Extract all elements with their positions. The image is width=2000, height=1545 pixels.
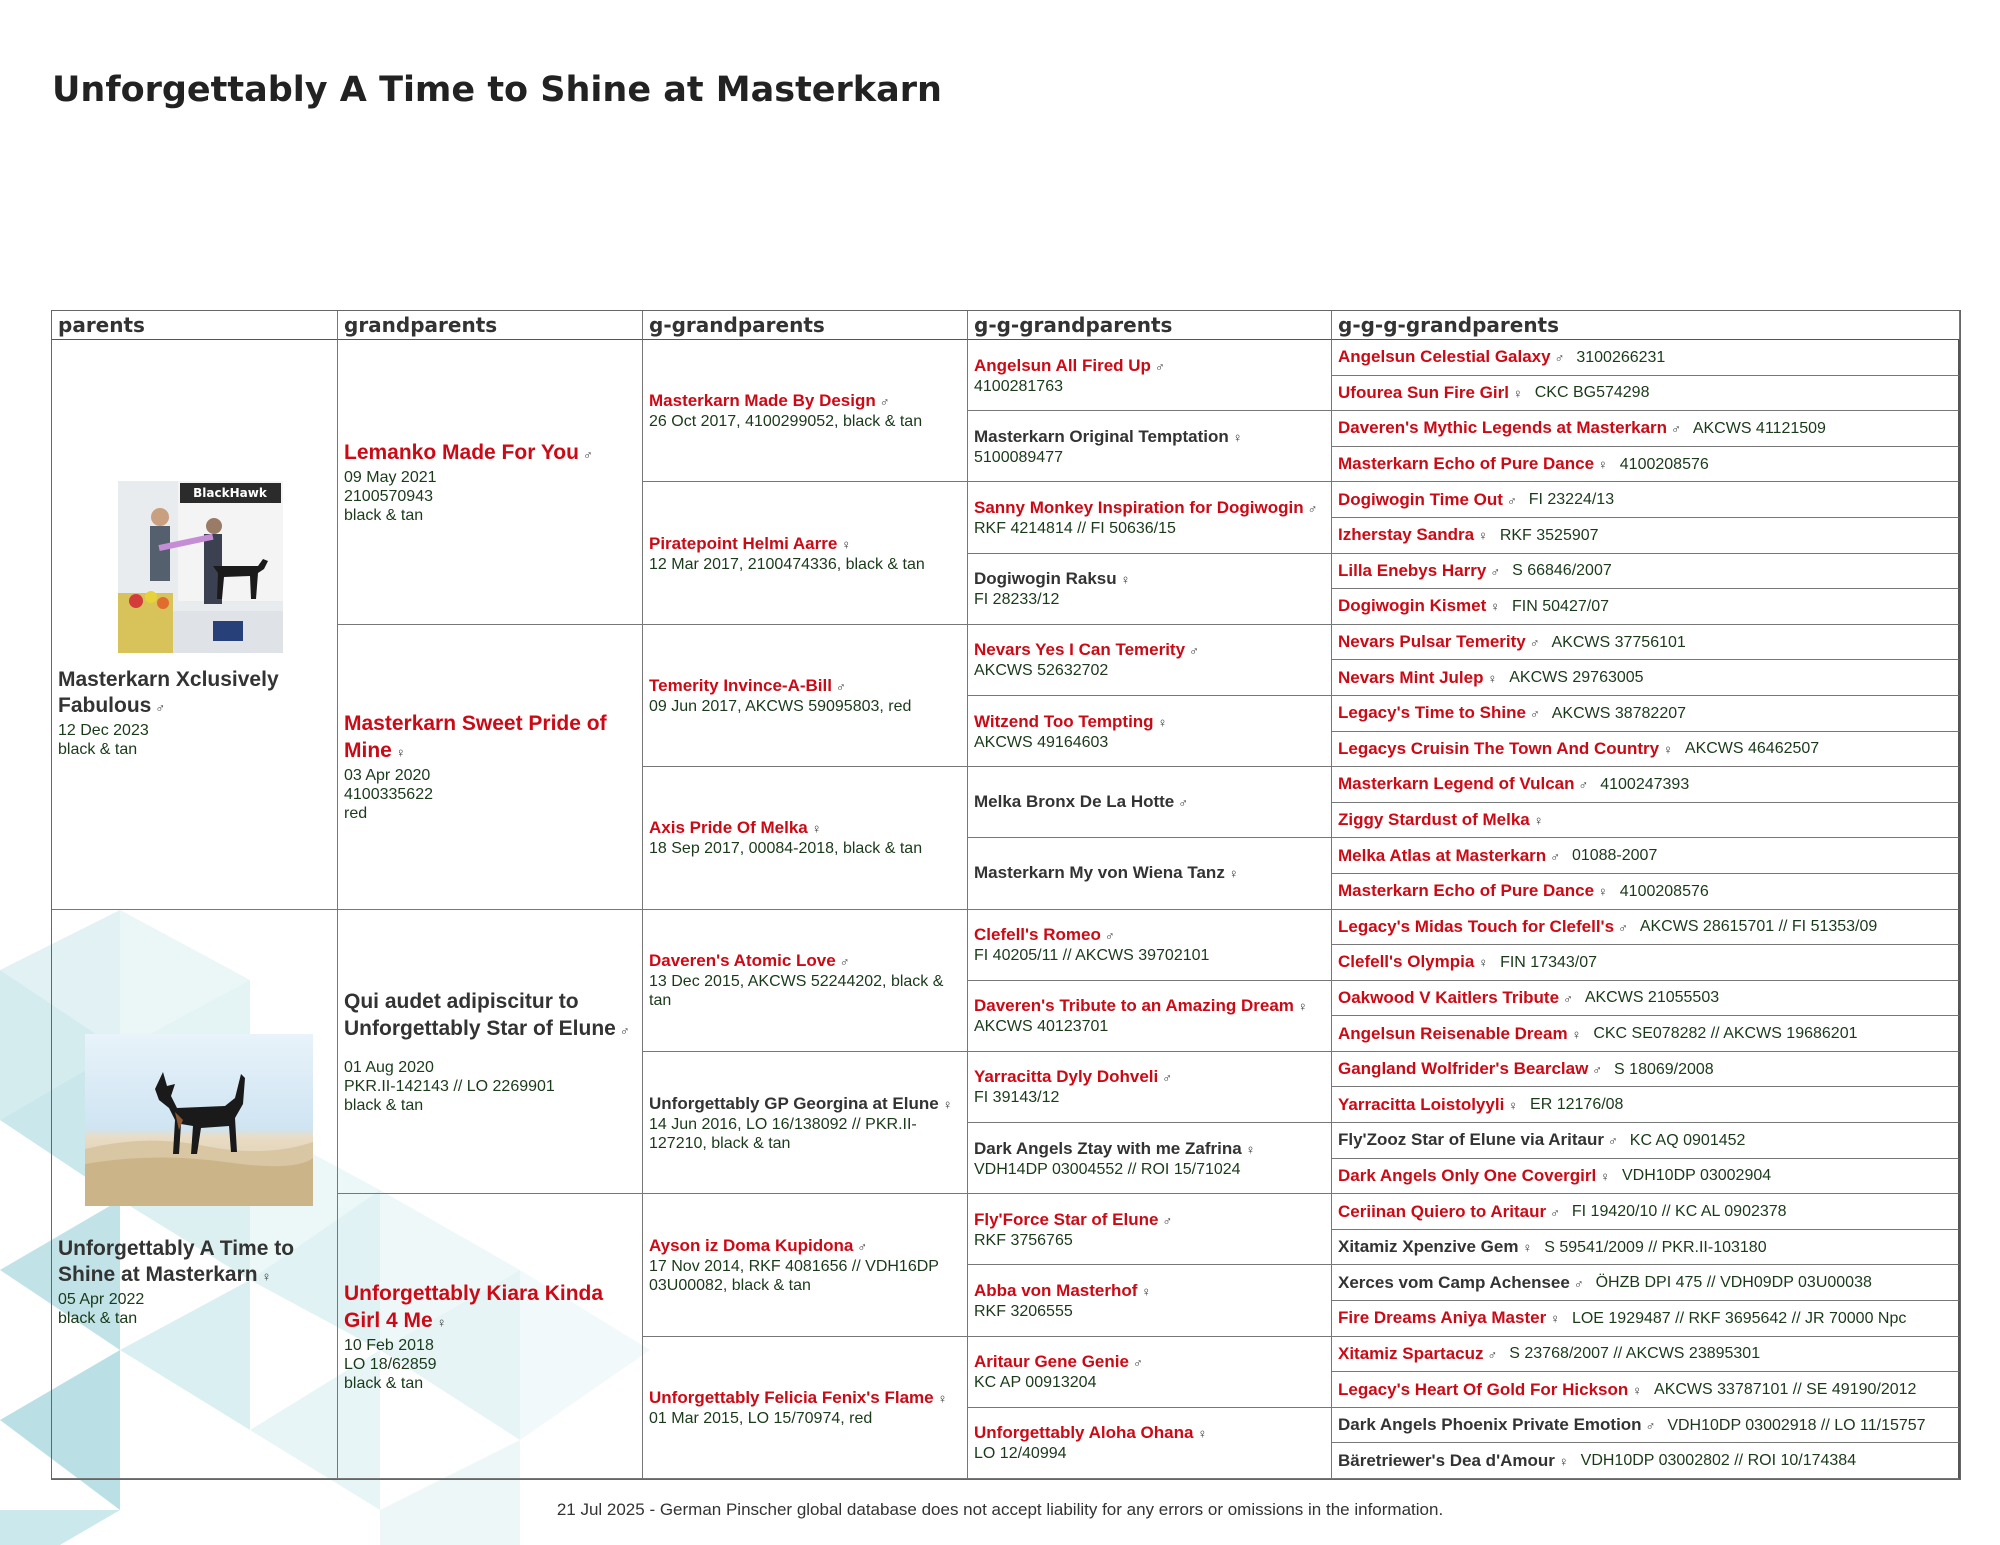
header-parents: parents: [52, 311, 338, 340]
g-grandparent-name[interactable]: Piratepoint Helmi Aarre ♀: [649, 533, 852, 553]
gg-grandparent-name[interactable]: Daveren's Tribute to an Amazing Dream ♀: [974, 996, 1308, 1016]
ggg-grandparent-row: [1332, 1123, 1960, 1159]
gg-grandparent-name[interactable]: Dogiwogin Raksu ♀: [974, 569, 1131, 589]
g-grandparent-cell: [643, 625, 968, 767]
gg-grandparent-cell: [968, 1408, 1332, 1479]
ggg-grandparent-row: [1332, 874, 1960, 910]
ggg-grandparent-reg: S 59541/2009 // PKR.II-103180: [1544, 1238, 1767, 1256]
g-grandparent-name[interactable]: Masterkarn Made By Design ♂: [649, 391, 890, 411]
gg-grandparent-name[interactable]: Masterkarn My von Wiena Tanz ♀: [974, 863, 1239, 883]
gg-grandparent-name[interactable]: Masterkarn Original Temptation ♀: [974, 426, 1243, 446]
gg-grandparent-name[interactable]: Witzend Too Tempting ♀: [974, 711, 1168, 731]
ggg-grandparent-reg: 4100247393: [1600, 775, 1690, 793]
ggg-grandparent-row: [1332, 696, 1960, 732]
g-grandparent-cell: [643, 1194, 968, 1336]
g-grandparent-details: 01 Mar 2015, LO 15/70974, red: [649, 1409, 873, 1427]
grandparent-date: 09 May 2021: [344, 468, 437, 486]
ggg-grandparent-row: [1332, 518, 1960, 554]
gg-grandparent-name[interactable]: Unforgettably Aloha Ohana ♀: [974, 1423, 1208, 1443]
g-grandparent-cell: [643, 1337, 968, 1479]
ggg-grandparent-reg: 01088-2007: [1571, 847, 1658, 865]
grandparent-reg: 2100570943: [344, 487, 433, 505]
ggg-grandparent-name[interactable]: Oakwood V Kaitlers Tribute ♂: [1338, 987, 1573, 1007]
gg-grandparent-reg: FI 28233/12: [974, 591, 1060, 609]
ggg-grandparent-row: [1332, 1230, 1960, 1266]
ggg-grandparent-name[interactable]: Izherstay Sandra ♀: [1338, 525, 1488, 545]
ggg-grandparent-row: [1332, 1265, 1960, 1301]
ggg-grandparent-row: [1332, 767, 1960, 803]
ggg-grandparent-name[interactable]: Ziggy Stardust of Melka ♀: [1338, 810, 1544, 830]
gg-grandparent-reg: AKCWS 52632702: [974, 662, 1109, 680]
parent-sire-cell: [52, 340, 338, 910]
ggg-grandparent-row: [1332, 981, 1960, 1017]
ggg-grandparent-name[interactable]: Legacys Cruisin The Town And Country ♀: [1338, 738, 1673, 758]
ggg-grandparent-row: [1332, 660, 1960, 696]
ggg-grandparent-reg: 4100208576: [1619, 455, 1709, 473]
ggg-grandparent-name[interactable]: Angelsun Reisenable Dream ♀: [1338, 1023, 1582, 1043]
ggg-grandparent-row: [1332, 1443, 1960, 1479]
ggg-grandparent-row: [1332, 625, 1960, 661]
gg-grandparent-reg: AKCWS 40123701: [974, 1018, 1109, 1036]
gg-grandparent-cell: [968, 625, 1332, 696]
ggg-grandparent-reg: AKCWS 21055503: [1584, 989, 1720, 1007]
grandparent-color: black & tan: [344, 1374, 424, 1392]
sponsor-logo-text: BlackHawk: [193, 485, 267, 500]
g-grandparent-cell: [643, 482, 968, 624]
g-grandparent-name[interactable]: Daveren's Atomic Love ♂: [649, 951, 850, 971]
page-title: Unforgettably A Time to Shine at Masterkarn: [52, 70, 942, 110]
ggg-grandparent-row: [1332, 1016, 1960, 1052]
gg-grandparent-cell: [968, 340, 1332, 411]
ggg-grandparent-name[interactable]: Legacy's Midas Touch for Clefell's ♂: [1338, 916, 1628, 936]
ggg-grandparent-reg: AKCWS 33787101 // SE 49190/2012: [1654, 1381, 1917, 1399]
ggg-grandparent-name[interactable]: Daveren's Mythic Legends at Masterkarn ♂: [1338, 418, 1681, 438]
gg-grandparent-reg: FI 40205/11 // AKCWS 39702101: [974, 947, 1210, 965]
ggg-grandparent-name[interactable]: Yarracitta Loistolyyli ♀: [1338, 1094, 1519, 1114]
ggg-grandparent-row: [1332, 447, 1960, 483]
ggg-grandparent-name[interactable]: Masterkarn Echo of Pure Dance ♀: [1338, 454, 1608, 474]
ggg-grandparent-reg: ÖHZB DPI 475 // VDH09DP 03U00038: [1595, 1274, 1872, 1292]
ggg-grandparent-name[interactable]: Angelsun Celestial Galaxy ♂: [1338, 347, 1565, 367]
g-grandparent-cell: [643, 1052, 968, 1194]
gg-grandparent-cell: [968, 1265, 1332, 1336]
g-grandparent-details: 13 Dec 2015, AKCWS 52244202, black & tan: [649, 973, 944, 1010]
gg-grandparent-cell: [968, 411, 1332, 482]
gg-grandparent-name[interactable]: Melka Bronx De La Hotte ♂: [974, 792, 1189, 812]
grandparent-color: black & tan: [344, 506, 424, 524]
ggg-grandparent-row: [1332, 838, 1960, 874]
gg-grandparent-reg: FI 39143/12: [974, 1089, 1060, 1107]
ggg-grandparent-row: [1332, 1087, 1960, 1123]
ggg-grandparent-reg: AKCWS 28615701 // FI 51353/09: [1639, 918, 1878, 936]
grandparent-name[interactable]: Unforgettably Kiara Kinda Girl 4 Me ♀: [344, 1281, 604, 1332]
ggg-grandparent-reg: FI 23224/13: [1528, 491, 1615, 509]
ggg-grandparent-reg: S 66846/2007: [1512, 562, 1612, 580]
ggg-grandparent-reg: S 23768/2007 // AKCWS 23895301: [1509, 1345, 1761, 1363]
g-grandparent-cell: [643, 340, 968, 482]
ggg-grandparent-name[interactable]: Legacy's Heart Of Gold For Hickson ♀: [1338, 1379, 1643, 1399]
ggg-grandparent-name[interactable]: Masterkarn Legend of Vulcan ♂: [1338, 774, 1589, 794]
dam-photo: [85, 1034, 313, 1206]
ggg-grandparent-name[interactable]: Melka Atlas at Masterkarn ♂: [1338, 845, 1560, 865]
ggg-grandparent-row: [1332, 732, 1960, 768]
ggg-grandparent-name[interactable]: Nevars Pulsar Temerity ♂: [1338, 632, 1540, 652]
g-grandparent-details: 14 Jun 2016, LO 16/138092 // PKR.II-127210, black & tan: [649, 1115, 917, 1152]
gg-grandparent-reg: 5100089477: [974, 448, 1063, 466]
gg-grandparent-name[interactable]: Aritaur Gene Genie ♂: [974, 1352, 1143, 1372]
grandparent-cell: [338, 340, 643, 625]
gg-grandparent-name[interactable]: Yarracitta Dyly Dohveli ♂: [974, 1067, 1173, 1087]
grandparent-name[interactable]: Qui audet adipiscitur to Unforgettably Star of Elune ♂: [344, 989, 630, 1040]
ggg-grandparent-name[interactable]: Bäretriewer's Dea d'Amour ♀: [1338, 1450, 1569, 1470]
gg-grandparent-cell: [968, 1052, 1332, 1123]
gg-grandparent-reg: RKF 4214814 // FI 50636/15: [974, 519, 1176, 537]
grandparent-name[interactable]: Masterkarn Sweet Pride of Mine ♀: [344, 712, 607, 763]
ggg-grandparent-name[interactable]: Ceriinan Quiero to Aritaur ♂: [1338, 1201, 1560, 1221]
grandparent-reg: PKR.II-142143 // LO 2269901: [344, 1077, 555, 1095]
ggg-grandparent-row: [1332, 411, 1960, 447]
ggg-grandparent-name[interactable]: Dogiwogin Kismet ♀: [1338, 596, 1501, 616]
grandparent-date: 10 Feb 2018: [344, 1336, 434, 1354]
ggg-grandparent-row: [1332, 945, 1960, 981]
grandparent-cell: [338, 1194, 643, 1479]
g-grandparent-name[interactable]: Ayson iz Doma Kupidona ♂: [649, 1235, 868, 1255]
ggg-grandparent-row: [1332, 803, 1960, 839]
g-grandparent-name[interactable]: Unforgettably GP Georgina at Elune ♀: [649, 1093, 953, 1113]
ggg-grandparent-row: [1332, 589, 1960, 625]
header-grandparents: grandparents: [338, 311, 643, 340]
ggg-grandparent-row: [1332, 910, 1960, 946]
gg-grandparent-cell: [968, 1123, 1332, 1194]
ggg-grandparent-reg: CKC SE078282 // AKCWS 19686201: [1593, 1025, 1858, 1043]
ggg-grandparent-reg: 4100208576: [1619, 882, 1709, 900]
header-g-g-g-grandparents: g-g-g-grandparents: [1332, 311, 1960, 340]
ggg-grandparent-reg: S 18069/2008: [1614, 1060, 1714, 1078]
dam-date: 05 Apr 2022: [58, 1291, 145, 1308]
ggg-grandparent-row: [1332, 1159, 1960, 1195]
sire-date: 12 Dec 2023: [58, 721, 149, 739]
show-photo-icon: [118, 481, 283, 653]
ggg-grandparent-row: [1332, 1408, 1960, 1444]
gg-grandparent-name[interactable]: Nevars Yes I Can Temerity ♂: [974, 640, 1199, 660]
disclaimer-footer: 21 Jul 2025 - German Pinscher global database does not accept liability for any errors or omissions in the information.: [556, 1500, 1444, 1519]
gg-grandparent-name[interactable]: Angelsun All Fired Up ♂: [974, 355, 1165, 375]
ggg-grandparent-name[interactable]: Xitamiz Spartacuz ♂: [1338, 1343, 1498, 1363]
ggg-grandparent-name[interactable]: Nevars Mint Julep ♀: [1338, 667, 1498, 687]
grandparent-name[interactable]: Lemanko Made For You ♂: [344, 440, 593, 464]
gg-grandparent-reg: LO 12/40994: [974, 1445, 1067, 1463]
ggg-grandparent-reg: AKCWS 41121509: [1692, 419, 1826, 437]
ggg-grandparent-reg: FIN 17343/07: [1500, 953, 1598, 971]
ggg-grandparent-name[interactable]: Lilla Enebys Harry ♂: [1338, 560, 1501, 580]
g-grandparent-name[interactable]: Axis Pride Of Melka ♀: [649, 818, 822, 838]
gg-grandparent-cell: [968, 1194, 1332, 1265]
gg-grandparent-name[interactable]: Clefell's Romeo ♂: [974, 925, 1115, 945]
ggg-grandparent-name[interactable]: Masterkarn Echo of Pure Dance ♀: [1338, 881, 1608, 901]
ggg-grandparent-reg: FI 19420/10 // KC AL 0902378: [1571, 1203, 1787, 1221]
gg-grandparent-reg: RKF 3206555: [974, 1303, 1073, 1321]
g-grandparent-cell: [643, 910, 968, 1052]
g-grandparent-details: 17 Nov 2014, RKF 4081656 // VDH16DP 03U00082, black & tan: [649, 1257, 939, 1294]
ggg-grandparent-reg: CKC BG574298: [1534, 384, 1650, 402]
ggg-grandparent-name[interactable]: Fire Dreams Aniya Master ♀: [1338, 1308, 1560, 1328]
gg-grandparent-cell: [968, 910, 1332, 981]
g-grandparent-details: 18 Sep 2017, 00084-2018, black & tan: [649, 840, 923, 858]
ggg-grandparent-reg: VDH10DP 03002904: [1621, 1167, 1772, 1185]
ggg-grandparent-row: [1332, 1372, 1960, 1408]
ggg-grandparent-name[interactable]: Fly'Zooz Star of Elune via Aritaur ♂: [1338, 1130, 1618, 1150]
gg-grandparent-cell: [968, 482, 1332, 553]
ggg-grandparent-reg: AKCWS 29763005: [1509, 669, 1644, 687]
header-g-g-grandparents: g-g-grandparents: [968, 311, 1332, 340]
g-grandparent-details: 12 Mar 2017, 2100474336, black & tan: [649, 555, 925, 573]
gg-grandparent-reg: AKCWS 49164603: [974, 733, 1109, 751]
ggg-grandparent-reg: RKF 3525907: [1499, 526, 1599, 544]
gg-grandparent-cell: [968, 838, 1332, 909]
grandparent-date: 01 Aug 2020: [344, 1058, 434, 1076]
grandparent-cell: [338, 910, 643, 1195]
ggg-grandparent-reg: AKCWS 38782207: [1551, 704, 1687, 722]
ggg-grandparent-name[interactable]: Ufourea Sun Fire Girl ♀: [1338, 382, 1523, 402]
ggg-grandparent-reg: ER 12176/08: [1530, 1096, 1624, 1114]
ggg-grandparent-reg: 3100266231: [1576, 348, 1666, 366]
ggg-grandparent-row: [1332, 376, 1960, 412]
ggg-grandparent-row: [1332, 340, 1960, 376]
gg-grandparent-cell: [968, 554, 1332, 625]
gg-grandparent-reg: VDH14DP 03004552 // ROI 15/71024: [974, 1160, 1241, 1178]
ggg-grandparent-row: [1332, 482, 1960, 518]
gg-grandparent-reg: 4100281763: [974, 377, 1063, 395]
gg-grandparent-name[interactable]: Sanny Monkey Inspiration for Dogiwogin ♂: [974, 497, 1318, 517]
gg-grandparent-reg: KC AP 00913204: [974, 1374, 1097, 1392]
ggg-grandparent-reg: VDH10DP 03002918 // LO 11/15757: [1667, 1416, 1926, 1434]
gg-grandparent-cell: [968, 1337, 1332, 1408]
ggg-grandparent-reg: LOE 1929487 // RKF 3695642 // JR 70000 Npc: [1571, 1309, 1907, 1327]
grandparent-color: red: [344, 805, 368, 823]
g-grandparent-details: 09 Jun 2017, AKCWS 59095803, red: [649, 697, 912, 715]
g-grandparent-details: 26 Oct 2017, 4100299052, black & tan: [649, 413, 923, 431]
grandparent-color: black & tan: [344, 1096, 424, 1114]
dam-name[interactable]: Unforgettably A Time to Shine at Masterkarn ♀: [58, 1237, 295, 1286]
ggg-grandparent-name[interactable]: Gangland Wolfrider's Bearclaw ♂: [1338, 1059, 1603, 1079]
ggg-grandparent-name[interactable]: Dark Angels Only One Covergirl ♀: [1338, 1165, 1610, 1185]
grandparent-reg: 4100335622: [344, 786, 433, 804]
ggg-grandparent-row: [1332, 1337, 1960, 1373]
grandparent-date: 03 Apr 2020: [344, 767, 431, 785]
dog-photo-icon: [85, 1034, 313, 1206]
ggg-grandparent-name[interactable]: Clefell's Olympia ♀: [1338, 952, 1489, 972]
parent-dam-cell: [52, 910, 338, 1480]
sire-name[interactable]: Masterkarn Xclusively Fabulous ♂: [58, 667, 279, 717]
dam-color: black & tan: [58, 1310, 138, 1327]
ggg-grandparent-reg: VDH10DP 03002802 // ROI 10/174384: [1580, 1452, 1857, 1470]
ggg-grandparent-name[interactable]: Xerces vom Camp Achensee ♂: [1338, 1272, 1584, 1292]
g-grandparent-name[interactable]: Unforgettably Felicia Fenix's Flame ♀: [649, 1387, 948, 1407]
header-g-grandparents: g-grandparents: [643, 311, 968, 340]
sire-color: black & tan: [58, 740, 138, 758]
gg-grandparent-cell: [968, 696, 1332, 767]
ggg-grandparent-row: [1332, 1052, 1960, 1088]
ggg-grandparent-name[interactable]: Legacy's Time to Shine ♂: [1338, 703, 1540, 723]
ggg-grandparent-reg: FIN 50427/07: [1512, 597, 1609, 615]
gg-grandparent-name[interactable]: Dark Angels Ztay with me Zafrina ♀: [974, 1138, 1256, 1158]
gg-grandparent-cell: [968, 767, 1332, 838]
gg-grandparent-name[interactable]: Abba von Masterhof ♀: [974, 1281, 1152, 1301]
ggg-grandparent-row: [1332, 554, 1960, 590]
grandparent-reg: LO 18/62859: [344, 1355, 437, 1373]
g-grandparent-cell: [643, 767, 968, 909]
gg-grandparent-name[interactable]: Fly'Force Star of Elune ♂: [974, 1209, 1173, 1229]
ggg-grandparent-reg: AKCWS 37756101: [1551, 633, 1686, 651]
ggg-grandparent-row: [1332, 1301, 1960, 1337]
ggg-grandparent-reg: AKCWS 46462507: [1684, 740, 1820, 758]
sire-photo: [118, 481, 283, 653]
gg-grandparent-cell: [968, 981, 1332, 1052]
pedigree-table: [51, 310, 1961, 1480]
gg-grandparent-reg: RKF 3756765: [974, 1231, 1073, 1249]
ggg-grandparent-name[interactable]: Dark Angels Phoenix Private Emotion ♂: [1338, 1415, 1656, 1435]
ggg-grandparent-name[interactable]: Xitamiz Xpenzive Gem ♀: [1338, 1237, 1533, 1257]
grandparent-cell: [338, 625, 643, 910]
g-grandparent-name[interactable]: Temerity Invince-A-Bill ♂: [649, 675, 846, 695]
ggg-grandparent-reg: KC AQ 0901452: [1629, 1131, 1746, 1149]
ggg-grandparent-name[interactable]: Dogiwogin Time Out ♂: [1338, 489, 1517, 509]
ggg-grandparent-row: [1332, 1194, 1960, 1230]
